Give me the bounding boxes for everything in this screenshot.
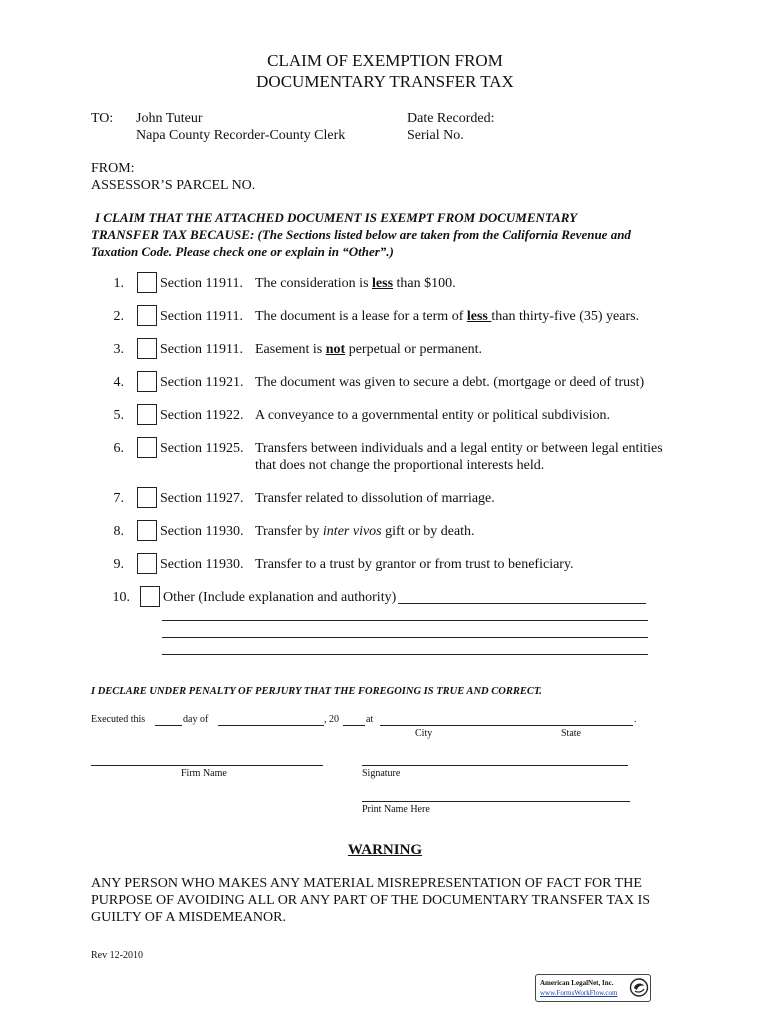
warning-text-line3: GUILTY OF A MISDEMEANOR.	[91, 910, 286, 925]
warning-heading: WARNING	[347, 842, 423, 858]
recipient-office: Napa County Recorder-County Clerk	[136, 128, 346, 143]
item-section: Section 11911.	[160, 342, 243, 357]
item-description: The document was given to secure a debt. (mortgage or deed of trust)	[255, 375, 645, 390]
item-section: Section 11911.	[160, 276, 243, 291]
item-description: Transfer by inter vivos gift or by death.	[255, 524, 475, 539]
form-title-line1: CLAIM OF EXEMPTION FROM	[267, 51, 503, 70]
legalnet-company: American LegalNet, Inc.	[540, 979, 614, 987]
exemption-checkbox-5[interactable]	[137, 404, 157, 425]
item-section: Section 11927.	[160, 491, 244, 506]
city-label: City	[415, 728, 433, 739]
item-section: Section 11925.	[160, 441, 244, 456]
item-section: Section 11922.	[160, 408, 244, 423]
executed-month-field[interactable]	[218, 725, 324, 726]
exemption-checkbox-1[interactable]	[137, 272, 157, 293]
item-description: Transfer related to dissolution of marriage.	[255, 491, 495, 506]
other-explanation-field-2[interactable]	[162, 620, 648, 621]
to-label: TO:	[91, 111, 114, 126]
perjury-declaration: I DECLARE UNDER PENALTY OF PERJURY THAT THE FOREGOING IS TRUE AND CORRECT.	[91, 686, 542, 697]
exemption-checkbox-3[interactable]	[137, 338, 157, 359]
item-number: 3.	[113, 342, 124, 357]
serial-number-label: Serial No.	[407, 128, 464, 143]
item-section: Section 11930.	[160, 557, 244, 572]
other-explanation-field-4[interactable]	[162, 654, 648, 655]
form-title-line2: DOCUMENTARY TRANSFER TAX	[256, 72, 514, 91]
firm-name-field[interactable]	[91, 765, 323, 766]
legalnet-logo-icon	[629, 977, 649, 998]
firm-name-label: Firm Name	[181, 768, 227, 779]
other-explanation-field-1[interactable]	[398, 603, 646, 604]
claim-statement-line2: TRANSFER TAX BECAUSE: (The Sections listed below are taken from the California Revenue and	[91, 227, 631, 242]
revision-label: Rev 12-2010	[91, 950, 143, 961]
item-section: Section 11930.	[160, 524, 244, 539]
legalnet-url[interactable]: www.FormsWorkFlow.com	[540, 989, 618, 997]
item-description: The document is a lease for a term of less than thirty-five (35) years.	[255, 309, 640, 324]
item-number: 8.	[113, 524, 124, 539]
exemption-checkbox-2[interactable]	[137, 305, 157, 326]
legalnet-badge[interactable]	[535, 974, 651, 1002]
item-number: 10.	[112, 590, 130, 605]
item-number: 2.	[113, 309, 124, 324]
exemption-checkbox-7[interactable]	[137, 487, 157, 508]
item-number: 5.	[113, 408, 124, 423]
from-label: FROM:	[91, 161, 135, 176]
item-number: 6.	[113, 441, 124, 456]
executed-period: .	[634, 714, 637, 725]
item-description: Easement is not perpetual or permanent.	[255, 342, 483, 357]
item-description-continued: that does not change the proportional interests held.	[255, 458, 545, 473]
warning-text-line2: PURPOSE OF AVOIDING ALL OR ANY PART OF THE DOCUMENTARY TRANSFER TAX IS	[91, 893, 651, 908]
year-prefix-label: , 20	[324, 714, 339, 725]
signature-label: Signature	[362, 768, 401, 779]
exemption-checkbox-8[interactable]	[137, 520, 157, 541]
item-description: Transfer to a trust by grantor or from trust to beneficiary.	[255, 557, 574, 572]
item-number: 7.	[113, 491, 124, 506]
print-name-label: Print Name Here	[362, 804, 430, 815]
item-description: The consideration is less than $100.	[255, 276, 456, 291]
item-number: 4.	[113, 375, 124, 390]
exemption-checkbox-6[interactable]	[137, 437, 157, 458]
item-section: Section 11911.	[160, 309, 243, 324]
recipient-name: John Tuteur	[136, 111, 203, 126]
executed-this-label: Executed this	[91, 714, 146, 725]
print-name-field[interactable]	[362, 801, 630, 802]
executed-year-field[interactable]	[343, 725, 365, 726]
exemption-checkbox-4[interactable]	[137, 371, 157, 392]
assessor-parcel-label: ASSESSOR’S PARCEL NO.	[91, 178, 256, 193]
item-number: 9.	[113, 557, 124, 572]
executed-day-field[interactable]	[155, 725, 182, 726]
item-number: 1.	[113, 276, 124, 291]
other-checkbox[interactable]	[140, 586, 160, 607]
item-section: Section 11921.	[160, 375, 244, 390]
item-description: Transfers between individuals and a legal entity or between legal entities	[255, 441, 663, 456]
other-label: Other (Include explanation and authority)	[163, 590, 397, 605]
state-label: State	[561, 728, 581, 739]
warning-text-line1: ANY PERSON WHO MAKES ANY MATERIAL MISREPRESENTATION OF FACT FOR THE	[91, 876, 642, 891]
item-description: A conveyance to a governmental entity or political subdivision.	[255, 408, 610, 423]
day-of-label: day of	[183, 714, 209, 725]
claim-statement-line1: I CLAIM THAT THE ATTACHED DOCUMENT IS EXEMPT FROM DOCUMENTARY	[95, 210, 578, 225]
date-recorded-label: Date Recorded:	[407, 111, 495, 126]
signature-field[interactable]	[362, 765, 628, 766]
other-explanation-field-3[interactable]	[162, 637, 648, 638]
claim-statement-line3: Taxation Code. Please check one or explain in “Other”.)	[91, 244, 394, 259]
executed-location-field[interactable]	[380, 725, 633, 726]
exemption-checkbox-9[interactable]	[137, 553, 157, 574]
at-label: at	[366, 714, 374, 725]
